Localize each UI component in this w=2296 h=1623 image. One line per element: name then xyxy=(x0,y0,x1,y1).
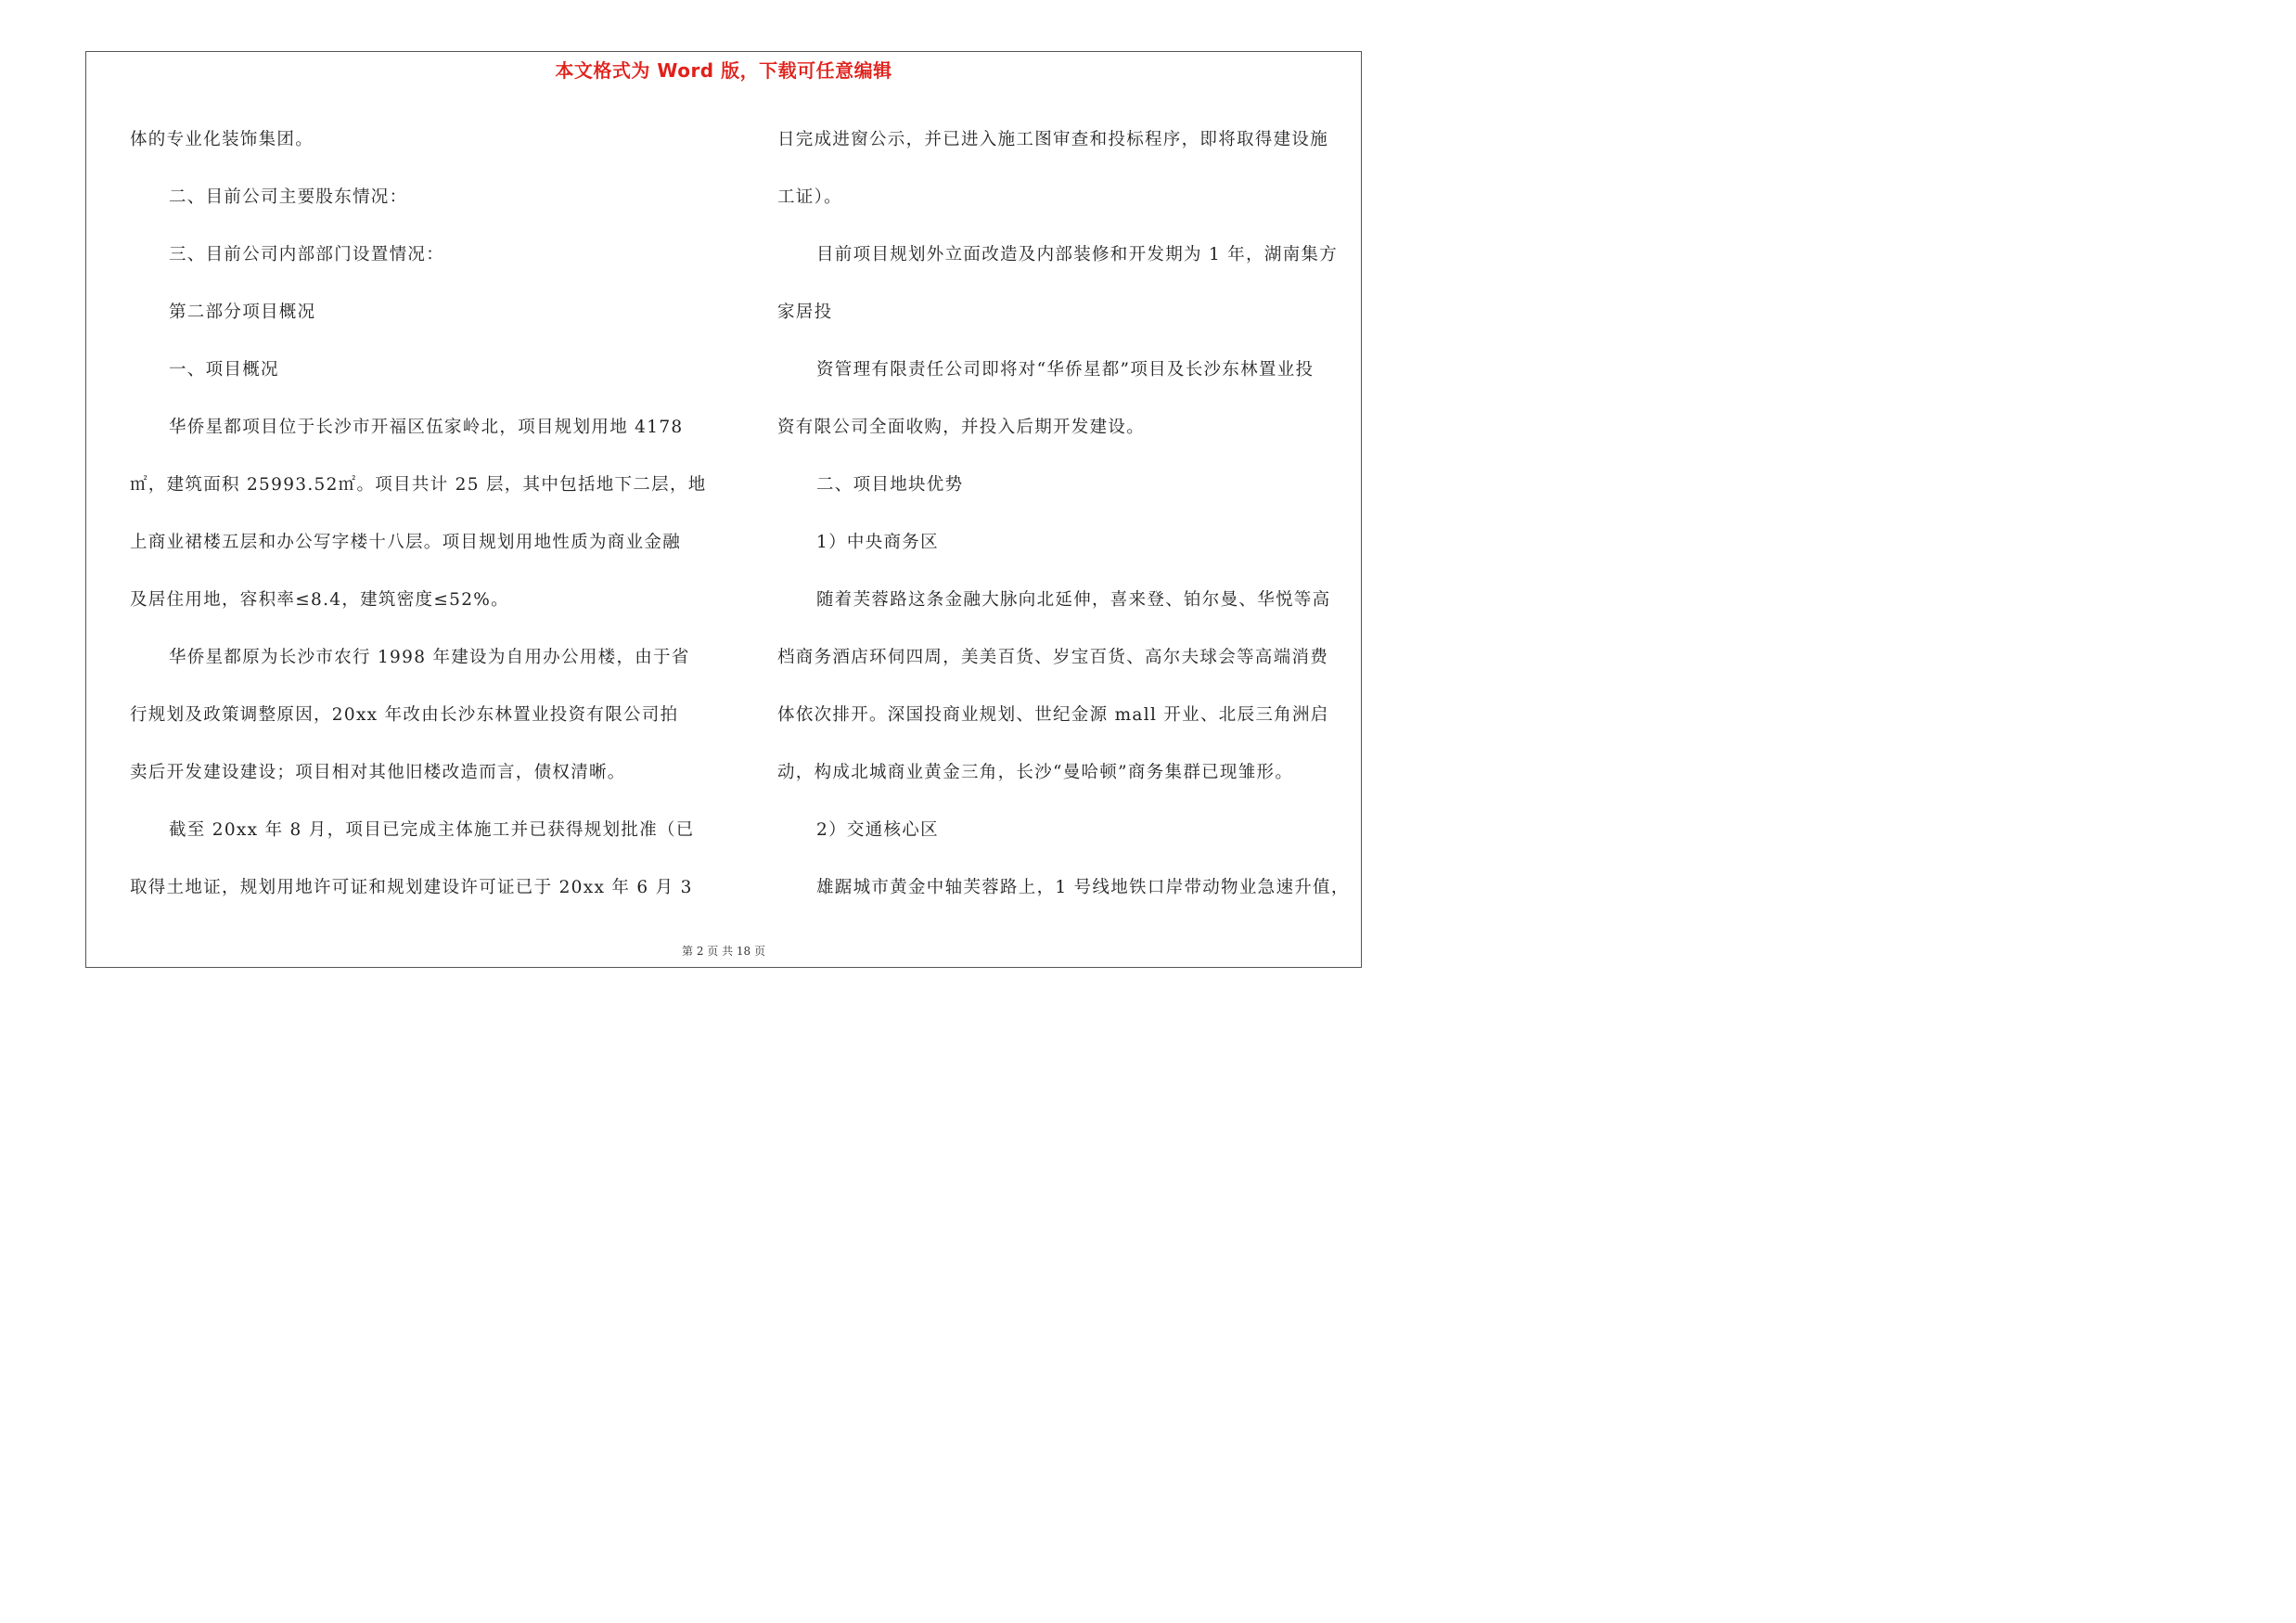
paragraph-line: 卖后开发建设建设；项目相对其他旧楼改造而言，债权清晰。 xyxy=(130,763,626,782)
paragraph-line: 及居住用地，容积率≤8.4，建筑密度≤52%。 xyxy=(130,590,509,610)
paragraph-line: 2）交通核心区 xyxy=(816,820,939,840)
paragraph-line: 第二部分项目概况 xyxy=(169,303,316,322)
paragraph-line: 日完成进窗公示，并已进入施工图审查和投标程序，即将取得建设施 xyxy=(777,130,1329,149)
paragraph-line: 行规划及政策调整原因，20xx 年改由长沙东林置业投资有限公司拍 xyxy=(130,705,679,725)
paragraph-line: 1）中央商务区 xyxy=(816,533,939,552)
paragraph-line: ㎡，建筑面积 25993.52㎡。项目共计 25 层，其中包括地下二层，地 xyxy=(130,475,707,495)
paragraph-line: 体的专业化装饰集团。 xyxy=(130,130,314,149)
paragraph-line: 二、项目地块优势 xyxy=(816,475,964,495)
word-format-banner: 本文格式为 Word 版，下载可任意编辑 xyxy=(555,59,892,82)
paragraph-line: 上商业裙楼五层和办公写字楼十八层。项目规划用地性质为商业金融 xyxy=(130,533,682,552)
paragraph-line: 档商务酒店环伺四周，美美百货、岁宝百货、高尔夫球会等高端消费 xyxy=(777,648,1329,667)
paragraph-line: 工证）。 xyxy=(777,187,842,207)
paragraph-line: 资管理有限责任公司即将对“华侨星都”项目及长沙东林置业投 xyxy=(816,360,1315,380)
paragraph-line: 随着芙蓉路这条金融大脉向北延伸，喜来登、铂尔曼、华悦等高 xyxy=(816,590,1331,610)
paragraph-line: 雄踞城市黄金中轴芙蓉路上，1 号线地铁口岸带动物业急速升值， xyxy=(816,878,1350,897)
page-number-footer: 第 2 页 共 18 页 xyxy=(682,945,765,958)
paragraph-line: 一、项目概况 xyxy=(169,360,279,380)
paragraph-line: 华侨星都原为长沙市农行 1998 年建设为自用办公用楼，由于省 xyxy=(169,648,690,667)
paragraph-line: 取得土地证，规划用地许可证和规划建设许可证已于 20xx 年 6 月 3 xyxy=(130,878,693,897)
paragraph-line: 资有限公司全面收购，并投入后期开发建设。 xyxy=(777,418,1146,437)
paragraph-line: 截至 20xx 年 8 月，项目已完成主体施工并已获得规划批准（已 xyxy=(169,820,695,840)
right-text-column xyxy=(777,111,1360,917)
paragraph-line: 动，构成北城商业黄金三角，长沙“曼哈顿”商务集群已现雏形。 xyxy=(777,763,1294,782)
paragraph-line: 目前项目规划外立面改造及内部装修和开发期为 1 年，湖南集方 xyxy=(816,245,1339,264)
paragraph-line: 三、目前公司内部部门设置情况： xyxy=(169,245,445,264)
paragraph-line: 二、目前公司主要股东情况： xyxy=(169,187,408,207)
paragraph-line: 体依次排开。深国投商业规划、世纪金源 mall 开业、北辰三角洲启 xyxy=(777,705,1329,725)
left-text-column xyxy=(130,111,714,917)
paragraph-line: 华侨星都项目位于长沙市开福区伍家岭北，项目规划用地 4178 xyxy=(169,418,684,437)
paragraph-line: 家居投 xyxy=(777,303,833,322)
